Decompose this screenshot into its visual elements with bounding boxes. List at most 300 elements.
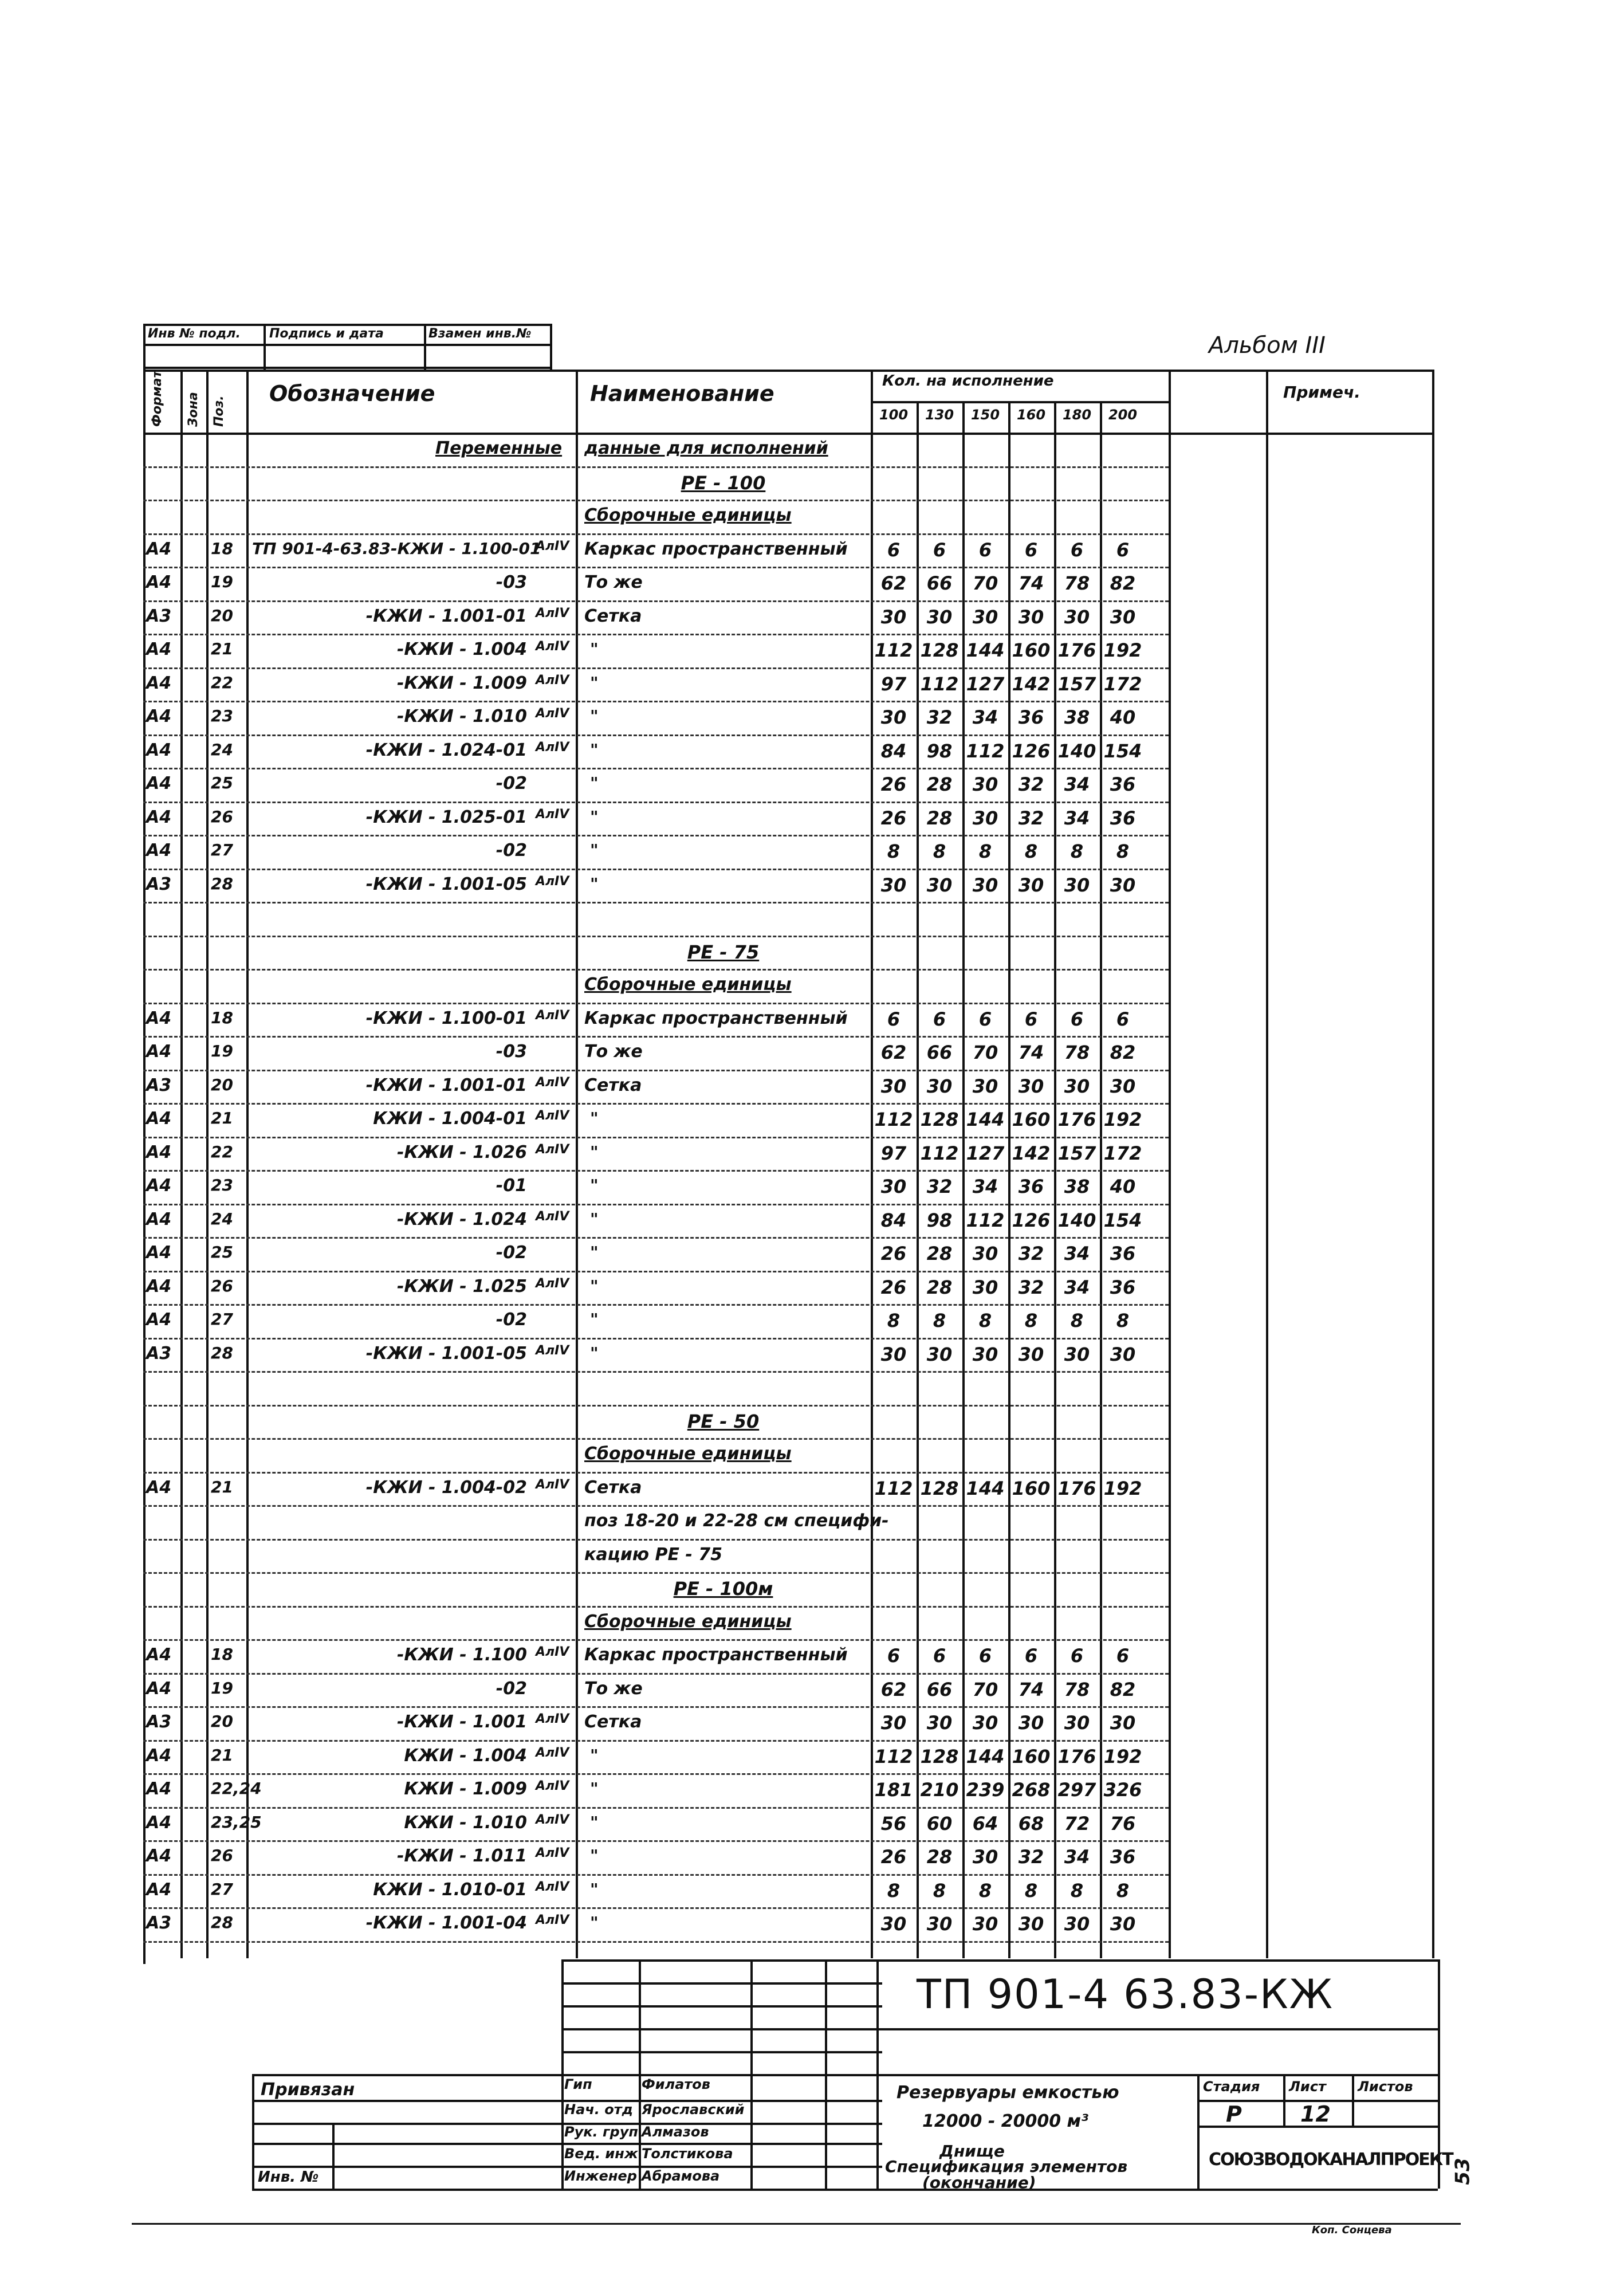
rule — [143, 1505, 1169, 1507]
sheet-value: 12 — [1300, 2101, 1331, 2127]
row-format: А4 — [146, 1678, 172, 1699]
row-qty: 32 — [926, 706, 953, 728]
rule — [143, 600, 1169, 602]
row-qty: 8 — [1070, 1879, 1084, 1902]
rule — [143, 1941, 1169, 1943]
stamp-replace-label: Взамен инв.№ — [428, 327, 532, 341]
row-designation: -02 — [496, 773, 527, 794]
row-qty: 6 — [1024, 1645, 1038, 1667]
row-designation: -КЖИ - 1.001-01 — [365, 606, 527, 626]
row-qty: 30 — [972, 1913, 998, 1935]
row-qty: 26 — [880, 807, 907, 829]
rule — [143, 1338, 1169, 1340]
row-album-ref: АлIV — [536, 1846, 569, 1860]
rule — [143, 1170, 1169, 1172]
row-designation: -КЖИ - 1.004 — [396, 639, 527, 659]
row-qty: 28 — [926, 1276, 953, 1298]
row-qty: 127 — [966, 673, 1005, 695]
row-format: А4 — [146, 539, 172, 559]
row-qty: 142 — [1012, 673, 1051, 695]
row-name: " — [590, 1243, 599, 1262]
row-qty: 30 — [972, 1846, 998, 1868]
row-qty: 8 — [887, 1310, 901, 1331]
row-pos: 23,25 — [211, 1812, 262, 1832]
row-qty: 30 — [1018, 1712, 1044, 1734]
row-pos: 22,24 — [211, 1779, 262, 1798]
row-name: " — [590, 673, 599, 692]
row-format: А3 — [146, 1343, 172, 1364]
row-qty: 157 — [1057, 1142, 1096, 1164]
row-pos: 23 — [211, 706, 233, 725]
row-qty: 78 — [1064, 1678, 1090, 1700]
row-qty: 28 — [926, 1846, 953, 1868]
row-qty: 30 — [926, 606, 953, 628]
row-format: А4 — [146, 1477, 172, 1498]
row-designation: -КЖИ - 1.100 — [396, 1645, 527, 1665]
header-qty-col: 200 — [1108, 407, 1138, 423]
row-qty: 8 — [1116, 1310, 1130, 1331]
row-designation: -КЖИ - 1.001 — [396, 1712, 527, 1732]
row-album-ref: АлIV — [536, 1645, 569, 1659]
row-name: " — [590, 1209, 599, 1228]
row-qty: 6 — [1116, 1008, 1130, 1030]
row-qty: 30 — [1064, 1712, 1090, 1734]
row-qty: 82 — [1110, 572, 1136, 594]
row-qty: 160 — [1012, 1109, 1051, 1130]
row-qty: 6 — [1024, 539, 1038, 561]
row-qty: 82 — [1110, 1042, 1136, 1063]
header-name: Наименование — [590, 381, 774, 406]
row-qty: 70 — [972, 572, 998, 594]
row-qty: 78 — [1064, 1042, 1090, 1063]
row-name: " — [590, 874, 599, 893]
row-name: " — [590, 1276, 599, 1295]
row-pos: 19 — [211, 1042, 233, 1060]
role-label: Рук. груп — [564, 2124, 638, 2140]
row-designation: -КЖИ - 1.001-05 — [365, 874, 527, 894]
row-qty: 26 — [880, 1846, 907, 1868]
row-qty: 34 — [1064, 773, 1090, 795]
row-qty: 6 — [887, 539, 901, 561]
row-qty: 127 — [966, 1142, 1005, 1164]
row-qty: 66 — [926, 1678, 953, 1700]
organization: СОЮЗВОДОКАНАЛПРОЕКТ — [1209, 2150, 1453, 2170]
role-label: Инженер — [564, 2168, 637, 2184]
rule — [143, 701, 1169, 702]
row-format: А4 — [146, 1243, 172, 1263]
row-qty: 6 — [1116, 1645, 1130, 1667]
inv-label: Инв. № — [258, 2169, 319, 2186]
row-qty: 8 — [1024, 1879, 1038, 1902]
row-qty: 30 — [926, 1712, 953, 1734]
row-pos: 22 — [211, 673, 233, 692]
header-pos: Поз. — [212, 395, 226, 427]
rule — [143, 533, 1169, 535]
row-qty: 30 — [972, 874, 998, 896]
rule — [143, 1639, 1169, 1641]
row-qty: 30 — [1110, 1913, 1136, 1935]
rule — [143, 1237, 1169, 1239]
row-qty: 144 — [966, 1477, 1005, 1499]
row-format: А4 — [146, 572, 172, 592]
row-qty: 36 — [1110, 773, 1136, 795]
row-qty: 176 — [1057, 639, 1096, 661]
row-name: РЕ - 75 — [687, 941, 760, 963]
row-qty: 32 — [1018, 1276, 1044, 1298]
row-qty: 126 — [1012, 740, 1051, 762]
row-qty: 30 — [972, 1343, 998, 1365]
row-format: А4 — [146, 1109, 172, 1129]
rule — [143, 370, 1432, 372]
row-qty: 8 — [933, 1879, 946, 1902]
row-qty: 128 — [920, 1477, 959, 1499]
row-qty: 62 — [880, 572, 907, 594]
row-name: " — [590, 1779, 599, 1798]
row-pos: 27 — [211, 840, 233, 859]
rule — [143, 936, 1169, 937]
row-qty: 28 — [926, 807, 953, 829]
row-album-ref: АлIV — [536, 1075, 569, 1090]
row-qty: 36 — [1018, 1176, 1044, 1197]
row-name: данные для исполнений — [584, 438, 828, 458]
row-name: То же — [584, 1678, 643, 1699]
rule — [143, 667, 1169, 669]
row-album-ref: АлIV — [536, 1477, 569, 1492]
row-designation: -КЖИ - 1.004-02 — [365, 1477, 527, 1498]
row-designation: ТП 901-4-63.83-КЖИ - 1.100-01 — [252, 539, 541, 558]
row-qty: 30 — [880, 1913, 907, 1935]
row-qty: 82 — [1110, 1678, 1136, 1700]
row-album-ref: АлIV — [536, 706, 569, 721]
row-album-ref: АлIV — [536, 539, 569, 553]
row-format: А4 — [146, 1812, 172, 1833]
object-line-1: Резервуары емкостью — [896, 2083, 1119, 2103]
row-name: Сборочные единицы — [584, 1444, 792, 1464]
row-qty: 74 — [1018, 572, 1044, 594]
row-format: А4 — [146, 673, 172, 693]
row-format: А3 — [146, 1712, 172, 1732]
row-qty: 30 — [1110, 874, 1136, 896]
row-designation: Переменные — [435, 438, 563, 458]
row-name: То же — [584, 1042, 643, 1062]
row-format: А4 — [146, 1310, 172, 1330]
row-qty: 30 — [972, 1075, 998, 1097]
row-qty: 8 — [887, 840, 901, 862]
row-name: " — [590, 773, 599, 792]
row-album-ref: АлIV — [536, 673, 569, 688]
row-qty: 84 — [880, 740, 907, 762]
row-pos: 18 — [211, 1645, 233, 1664]
row-qty: 112 — [920, 673, 959, 695]
row-name: Сетка — [584, 606, 642, 626]
rule — [143, 1673, 1169, 1675]
row-qty: 36 — [1110, 807, 1136, 829]
row-designation: -КЖИ - 1.010 — [396, 706, 527, 726]
row-pos: 27 — [211, 1879, 233, 1899]
row-name: Сборочные единицы — [584, 1611, 792, 1632]
row-pos: 23 — [211, 1176, 233, 1195]
rule — [871, 401, 1169, 403]
row-qty: 28 — [926, 1243, 953, 1264]
row-qty: 26 — [880, 1276, 907, 1298]
rule — [576, 370, 578, 1958]
row-qty: 126 — [1012, 1209, 1051, 1231]
row-album-ref: АлIV — [536, 1745, 569, 1760]
row-qty: 8 — [978, 1879, 992, 1902]
album-label: Альбом III — [1209, 332, 1326, 359]
rule — [180, 370, 183, 1958]
margin-number: 53 — [1451, 2158, 1474, 2185]
row-qty: 62 — [880, 1678, 907, 1700]
row-qty: 34 — [972, 706, 998, 728]
row-qty: 30 — [1110, 1712, 1136, 1734]
row-format: А4 — [146, 706, 172, 726]
row-qty: 30 — [972, 773, 998, 795]
row-qty: 144 — [966, 1745, 1005, 1767]
row-qty: 78 — [1064, 572, 1090, 594]
row-qty: 297 — [1057, 1779, 1096, 1801]
row-qty: 140 — [1057, 740, 1096, 762]
row-pos: 21 — [211, 1745, 233, 1765]
row-qty: 192 — [1103, 1477, 1142, 1499]
row-qty: 112 — [966, 1209, 1005, 1231]
rule — [143, 1070, 1169, 1071]
row-qty: 6 — [887, 1008, 901, 1030]
row-qty: 112 — [874, 1477, 913, 1499]
row-qty: 140 — [1057, 1209, 1096, 1231]
row-format: А4 — [146, 740, 172, 760]
row-qty: 192 — [1103, 639, 1142, 661]
header-zone: Зона — [186, 392, 200, 427]
row-name: " — [590, 706, 599, 725]
stage-value: Р — [1226, 2101, 1242, 2127]
role-label: Гип — [564, 2076, 592, 2092]
row-qty: 30 — [926, 874, 953, 896]
rule — [143, 1304, 1169, 1306]
document-code: ТП 901-4 63.83-КЖ — [917, 1971, 1334, 2018]
row-qty: 30 — [972, 807, 998, 829]
rule — [143, 634, 1169, 635]
row-qty: 128 — [920, 1745, 959, 1767]
row-format: А4 — [146, 1042, 172, 1062]
row-pos: 21 — [211, 639, 233, 658]
row-name: " — [590, 1176, 599, 1195]
row-name: " — [590, 740, 599, 759]
row-qty: 326 — [1103, 1779, 1142, 1801]
rule — [143, 1740, 1169, 1742]
row-qty: 30 — [880, 874, 907, 896]
row-qty: 30 — [1064, 874, 1090, 896]
row-format: А4 — [146, 1745, 172, 1766]
row-qty: 8 — [1070, 840, 1084, 862]
rule — [143, 433, 1432, 435]
row-qty: 8 — [1116, 1879, 1130, 1902]
row-name: " — [590, 1109, 599, 1128]
row-name: Сборочные единицы — [584, 975, 792, 995]
row-qty: 30 — [880, 1176, 907, 1197]
row-designation: -02 — [496, 1310, 527, 1330]
row-pos: 28 — [211, 1913, 233, 1932]
row-qty: 34 — [1064, 1276, 1090, 1298]
row-qty: 34 — [972, 1176, 998, 1197]
rule — [143, 1271, 1169, 1272]
row-album-ref: АлIV — [536, 1008, 569, 1023]
row-qty: 239 — [966, 1779, 1005, 1801]
row-name: Сетка — [584, 1477, 642, 1498]
row-album-ref: АлIV — [536, 740, 569, 755]
sheet-title-1: Днище — [939, 2142, 1005, 2161]
row-qty: 6 — [978, 539, 992, 561]
rule — [143, 1371, 1169, 1373]
row-designation: -КЖИ - 1.024 — [396, 1209, 527, 1230]
row-qty: 38 — [1064, 706, 1090, 728]
row-format: А3 — [146, 874, 172, 894]
row-designation: -КЖИ - 1.009 — [396, 673, 527, 693]
row-qty: 30 — [972, 1276, 998, 1298]
row-qty: 74 — [1018, 1678, 1044, 1700]
sheet-label: Лист — [1289, 2079, 1326, 2095]
row-album-ref: АлIV — [536, 1779, 569, 1793]
row-designation: -КЖИ - 1.024-01 — [365, 740, 527, 760]
row-qty: 56 — [880, 1812, 907, 1835]
header-qty-col: 160 — [1016, 407, 1046, 423]
row-format: А4 — [146, 1008, 172, 1028]
row-name: Каркас пространственный — [584, 1645, 848, 1665]
sheet-title-3: (окончание) — [922, 2173, 1036, 2192]
rule — [143, 1438, 1169, 1440]
row-designation: -КЖИ - 1.100-01 — [365, 1008, 527, 1028]
header-format: Формат — [150, 370, 164, 427]
row-album-ref: АлIV — [536, 807, 569, 822]
row-designation: КЖИ - 1.010 — [404, 1812, 527, 1833]
row-qty: 181 — [874, 1779, 913, 1801]
header-qty-col: 100 — [879, 407, 909, 423]
row-qty: 112 — [966, 740, 1005, 762]
row-qty: 98 — [926, 1209, 953, 1231]
row-qty: 210 — [920, 1779, 959, 1801]
row-qty: 8 — [1070, 1310, 1084, 1331]
role-label: Вед. инж — [564, 2146, 638, 2162]
row-format: А4 — [146, 1209, 172, 1230]
copied-by: Коп. Сонцева — [1312, 2224, 1392, 2236]
rule — [143, 1874, 1169, 1876]
row-qty: 176 — [1057, 1477, 1096, 1499]
row-qty: 30 — [926, 1343, 953, 1365]
row-designation: -КЖИ - 1.001-04 — [365, 1913, 527, 1933]
row-name: РЕ - 100м — [673, 1578, 773, 1600]
row-designation: -КЖИ - 1.011 — [396, 1846, 527, 1866]
rule — [143, 1706, 1169, 1708]
row-pos: 28 — [211, 1343, 233, 1362]
row-qty: 70 — [972, 1042, 998, 1063]
row-qty: 30 — [1018, 1075, 1044, 1097]
row-qty: 8 — [1024, 1310, 1038, 1331]
row-qty: 32 — [926, 1176, 953, 1197]
rule — [143, 1204, 1169, 1205]
row-pos: 24 — [211, 740, 233, 759]
row-qty: 26 — [880, 1243, 907, 1264]
row-qty: 32 — [1018, 1243, 1044, 1264]
row-qty: 34 — [1064, 1243, 1090, 1264]
rule — [143, 1405, 1169, 1407]
row-format: А4 — [146, 639, 172, 659]
row-qty: 8 — [978, 1310, 992, 1331]
row-qty: 74 — [1018, 1042, 1044, 1063]
row-pos: 25 — [211, 773, 233, 792]
row-qty: 128 — [920, 1109, 959, 1130]
row-format: А4 — [146, 1879, 172, 1900]
row-format: А3 — [146, 606, 172, 626]
row-qty: 30 — [880, 1712, 907, 1734]
row-qty: 160 — [1012, 1745, 1051, 1767]
row-pos: 21 — [211, 1109, 233, 1128]
row-qty: 34 — [1064, 1846, 1090, 1868]
rule — [206, 370, 209, 1958]
row-qty: 30 — [1018, 606, 1044, 628]
row-qty: 172 — [1103, 1142, 1142, 1164]
rule — [143, 1773, 1169, 1775]
row-name: РЕ - 50 — [687, 1410, 760, 1432]
row-album-ref: АлIV — [536, 1812, 569, 1827]
rule — [1432, 370, 1434, 1958]
row-qty: 8 — [978, 840, 992, 862]
role-name: Филатов — [642, 2076, 710, 2092]
row-designation: -02 — [496, 1678, 527, 1699]
row-name: кацию РЕ - 75 — [584, 1544, 723, 1565]
rule — [143, 466, 1169, 468]
row-qty: 36 — [1110, 1846, 1136, 1868]
row-designation: -01 — [496, 1176, 527, 1196]
row-pos: 22 — [211, 1142, 233, 1161]
rule — [143, 1137, 1169, 1138]
row-format: А4 — [146, 1142, 172, 1162]
row-qty: 30 — [1110, 606, 1136, 628]
row-qty: 192 — [1103, 1109, 1142, 1130]
row-qty: 142 — [1012, 1142, 1051, 1164]
row-qty: 76 — [1110, 1812, 1136, 1835]
row-pos: 20 — [211, 1712, 233, 1731]
header-qty-col: 130 — [925, 407, 954, 423]
row-qty: 8 — [933, 840, 946, 862]
row-qty: 62 — [880, 1042, 907, 1063]
row-pos: 20 — [211, 1075, 233, 1094]
row-name: " — [590, 840, 599, 859]
row-qty: 172 — [1103, 673, 1142, 695]
row-qty: 112 — [874, 639, 913, 661]
row-pos: 24 — [211, 1209, 233, 1228]
row-album-ref: АлIV — [536, 874, 569, 889]
role-name: Ярославский — [642, 2101, 745, 2118]
row-qty: 6 — [978, 1008, 992, 1030]
row-qty: 268 — [1012, 1779, 1051, 1801]
rule — [143, 969, 1169, 971]
row-qty: 97 — [880, 1142, 907, 1164]
row-designation: -КЖИ - 1.001-05 — [365, 1343, 527, 1364]
bound-label: Привязан — [261, 2080, 355, 2100]
row-format: А4 — [146, 1276, 172, 1297]
row-qty: 32 — [1018, 1846, 1044, 1868]
rule — [143, 1907, 1169, 1909]
row-qty: 66 — [926, 1042, 953, 1063]
row-name: " — [590, 1846, 599, 1865]
row-pos: 19 — [211, 572, 233, 591]
rule — [143, 1572, 1169, 1574]
row-designation: -03 — [496, 572, 527, 592]
row-qty: 30 — [1110, 1075, 1136, 1097]
row-qty: 30 — [880, 1075, 907, 1097]
row-album-ref: АлIV — [536, 1712, 569, 1726]
row-pos: 27 — [211, 1310, 233, 1329]
